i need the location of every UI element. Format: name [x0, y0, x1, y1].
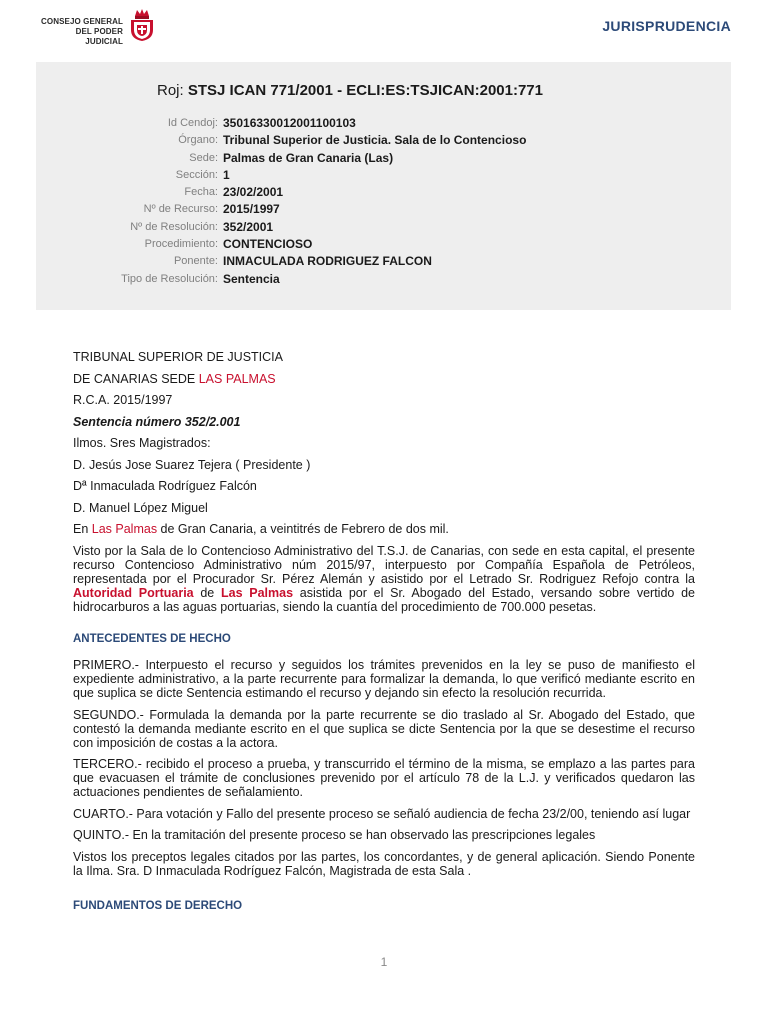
meta-label: Órgano:	[178, 134, 218, 147]
date-line-start: En	[73, 522, 92, 536]
entity-link-autoridad-portuaria[interactable]: Autoridad Portuaria	[73, 585, 194, 600]
magistrate-1: D. Jesús Jose Suarez Tejera ( Presidente )	[73, 457, 311, 472]
preamble-text: Visto por la Sala de lo Contencioso Administrativo del T.S.J. de Canarias, con sede en esta capital, el presente recurso Contencioso Administrativo núm 2015/97, interpuesto por Compañía Española de Petróleos, representada por el Procurador Sr. Pérez Alemán y asistido por el Letrado Sr. Rodriguez Refojo contra la	[73, 543, 695, 586]
meta-value: 2015/1997	[223, 202, 280, 217]
heading-fundamentos: FUNDAMENTOS DE DERECHO	[73, 900, 243, 912]
antecedente-quinto: QUINTO.- En la tramitación del presente proceso se han observado las prescripciones legales	[73, 828, 596, 842]
meta-value: 1	[223, 167, 230, 182]
meta-label: Sede:	[189, 151, 218, 164]
cgpj-crest-icon	[127, 8, 157, 42]
sentence-number: Sentencia número 352/2.001	[73, 414, 241, 429]
meta-value: Sentencia	[223, 271, 280, 286]
meta-value: 352/2001	[223, 219, 274, 234]
meta-label: Procedimiento:	[144, 238, 218, 251]
meta-value: 35016330012001100103	[223, 116, 356, 130]
date-line-end: de Gran Canaria, a veintitrés de Febrero de dos mil.	[157, 522, 449, 536]
roj-value: STSJ ICAN 771/2001 - ECLI:ES:TSJICAN:2001:771	[187, 82, 543, 99]
place-link-las-palmas[interactable]: Las Palmas	[220, 585, 294, 600]
meta-value: Tribunal Superior de Justicia. Sala de lo Contencioso	[223, 133, 527, 148]
meta-label: Ponente:	[173, 255, 218, 268]
meta-label: Sección:	[175, 168, 218, 181]
magistrates-heading: Ilmos. Sres Magistrados:	[73, 436, 211, 450]
heading-antecedentes: ANTECEDENTES DE HECHO	[73, 633, 231, 645]
page-header	[0, 0, 768, 56]
roj-title	[157, 82, 543, 99]
date-line	[73, 522, 695, 536]
section-title: JURISPRUDENCIA	[602, 18, 731, 34]
court-line1: TRIBUNAL SUPERIOR DE JUSTICIA	[73, 350, 283, 364]
metadata-panel	[36, 62, 731, 310]
antecedente-tercero: TERCERO.- recibido el proceso a prueba, y transcurrido el término de la misma, se emplazo a las partes para que evacuasen el trámite de conclusiones prevenido por el artículo 78 de la L.J. y verificados quedaron las actuaciones pendientes de señalamiento.	[73, 757, 695, 799]
magistrate-2: Dª Inmaculada Rodríguez Falcón	[73, 479, 257, 493]
court-line2	[73, 372, 695, 386]
meta-label: Fecha:	[184, 186, 218, 199]
logo-line2: DEL PODER JUDICIAL	[75, 27, 123, 46]
rca-number: R.C.A. 2015/1997	[73, 393, 173, 407]
antecedente-cuarto: CUARTO.- Para votación y Fallo del presente proceso se señaló audiencia de fecha 23/2/00, teniendo así lugar	[73, 806, 691, 821]
place-link-las-palmas[interactable]: Las Palmas	[91, 522, 158, 536]
logo-line1: CONSEJO GENERAL	[41, 17, 123, 26]
preamble-text: de	[193, 585, 221, 600]
cgpj-logo-text	[37, 17, 123, 47]
roj-prefix: Roj:	[157, 82, 184, 99]
meta-label: Nº de Recurso:	[143, 203, 218, 216]
court-line2-text: DE CANARIAS SEDE	[73, 371, 199, 386]
antecedente-segundo: SEGUNDO.- Formulada la demanda por la parte recurrente se dio traslado al Sr. Abogado del Estado, que contestó la demanda mediante escrito en el que suplica se dicte Sentencia por la que se desestime el recurso con imposición de costas a la actora.	[73, 707, 695, 750]
document-body	[73, 350, 695, 913]
vistos-paragraph: Vistos los preceptos legales citados por las partes, los concordantes, y de general aplicación. Siendo Ponente la Ilma. Sra. D Inmaculada Rodríguez Falcón, Magistrada de esta Sala .	[73, 849, 695, 878]
meta-label: Tipo de Resolución:	[121, 272, 218, 285]
meta-value: Palmas de Gran Canaria (Las)	[223, 150, 394, 165]
magistrate-3: D. Manuel López Miguel	[73, 500, 208, 515]
meta-label: Id Cendoj:	[167, 117, 218, 129]
meta-value: CONTENCIOSO	[223, 237, 313, 252]
page-number: 1	[380, 955, 388, 969]
preamble-text: asistida por el Sr. Abogado del Estado, versando sobre vertido de hidrocarburos a las aguas portuarias, siendo la cuantía del procedimiento de 700.000 pesetas.	[73, 585, 695, 614]
meta-label: Nº de Resolución:	[130, 220, 218, 233]
meta-value: INMACULADA RODRIGUEZ FALCON	[223, 254, 432, 269]
antecedente-primero: PRIMERO.- Interpuesto el recurso y seguidos los trámites prevenidos en la ley se puso de manifiesto el expediente administrativo, a la parte recurrente para formalizar la demanda, lo que verificó mediante escrito en que suplica se dicte Sentencia estimando el recurso y dejando sin efecto la resolución recurrida.	[73, 658, 695, 700]
place-link-las-palmas[interactable]: LAS PALMAS	[198, 371, 276, 386]
preamble-paragraph	[73, 544, 695, 614]
meta-value: 23/02/2001	[223, 185, 284, 200]
